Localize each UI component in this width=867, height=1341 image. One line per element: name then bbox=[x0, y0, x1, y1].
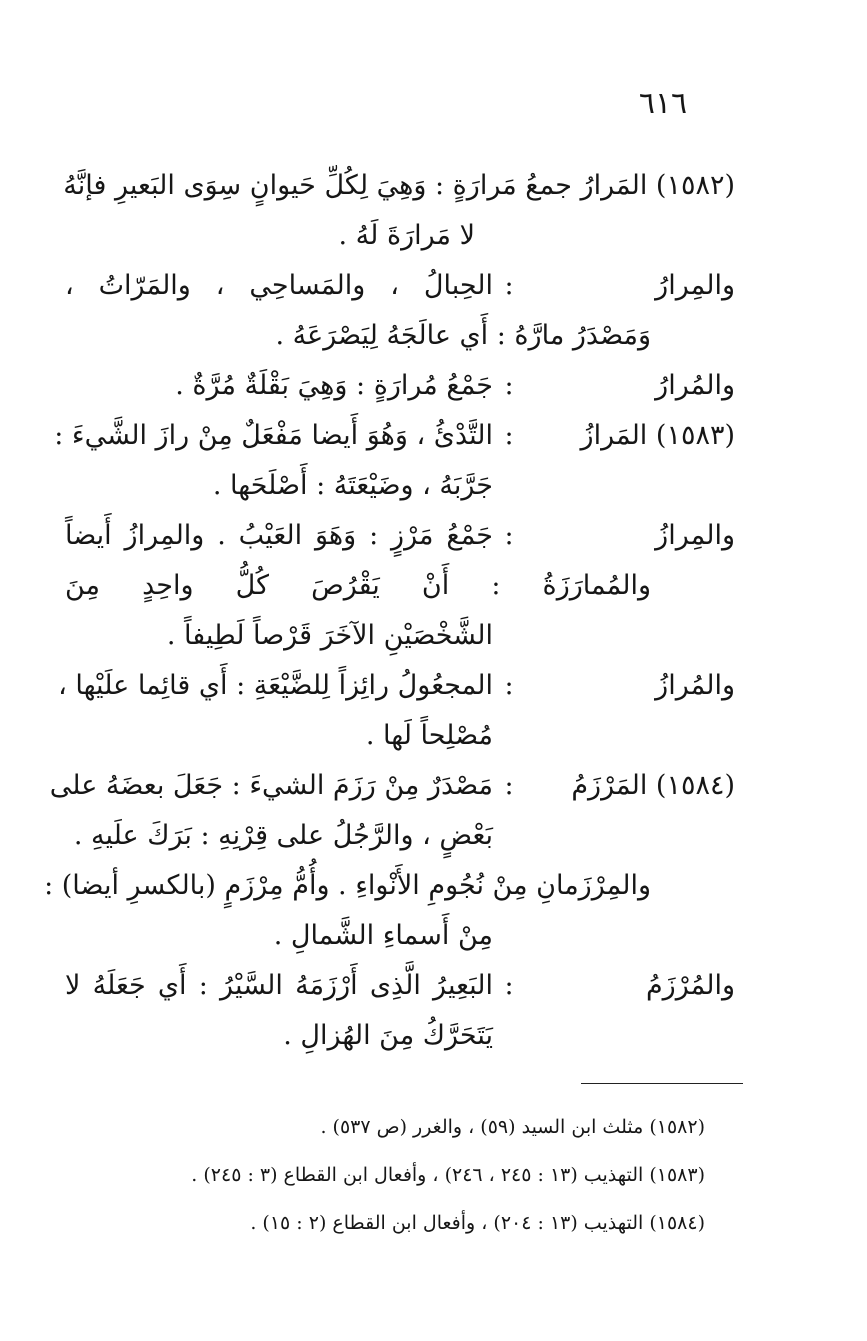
entry-murzam-line-2: يَتَحَرَّكُ مِنَ الهُزالِ . bbox=[283, 1020, 493, 1051]
entry-1582-line-2: لا مَرارَةَ لَهُ . bbox=[338, 220, 475, 251]
colon-separator: : bbox=[504, 670, 514, 701]
entry-1582-line-1: (١٥٨٢) المَرارُ جمعُ مَرارَةٍ : وَهِيَ لِكُلِّ حَيوانٍ سِوَى البَعيرِ فإنَّهُ bbox=[63, 170, 735, 201]
entry-head-murzam: والمُرْزَمُ bbox=[645, 970, 735, 1001]
entry-miraz-line-1: جَمْعُ مَرْزٍ : وَهَوَ العَيْبُ . والمِرازُ أَيضاً bbox=[65, 520, 493, 551]
entry-miraz-line-2: والمُمارَزَةُ : أَنْ يَقْرُصَ كُلُّ واحِدٍ مِنَ bbox=[65, 570, 651, 601]
footnote-1583: (١٥٨٣) التهذيب (١٣ : ٢٤٥ ، ٢٤٦) ، وأفعال ابن القطاع (٣ : ٢٤٥) . bbox=[191, 1164, 705, 1186]
entry-head-1584: (١٥٨٤) المَرْزَمُ bbox=[571, 770, 735, 801]
colon-separator: : bbox=[504, 270, 514, 301]
entry-mirzaman-line-1: والمِرْزَمانِ مِنْ نُجُومِ الأَنْواءِ . وأُمُّ مِرْزَمٍ (بالكسرِ أيضا) : bbox=[44, 870, 651, 901]
entry-head-miraz: والمِرازُ bbox=[655, 520, 735, 551]
footnote-1582: (١٥٨٢) مثلث ابن السيد (٥٩) ، والغرر (ص ٥٣٧) . bbox=[320, 1116, 705, 1138]
entry-mirzaman-line-2: مِنْ أَسماءِ الشَّمالِ . bbox=[273, 920, 493, 951]
entry-1583-line-2: جَرَّبَهُ ، وضَيْعَتَهُ : أَصْلَحَها . bbox=[212, 470, 493, 501]
entry-murzam-line-1: البَعِيرُ الَّذِى أَرْزَمَهُ السَّيْرُ : أَي جَعَلَهُ لا bbox=[65, 970, 493, 1001]
entry-head-murar: والمُرارُ bbox=[655, 370, 735, 401]
entry-muraz-line-2: مُصْلِحاً لَها . bbox=[365, 720, 493, 751]
colon-separator: : bbox=[504, 420, 514, 451]
entry-mirar-line-2: وَمَصْدَرُ مارَّهُ : أَي عالَجَهُ لِيَصْرَعَهُ . bbox=[275, 320, 651, 351]
entry-1583-line-1: التَّدْئُ ، وَهُوَ أَيضا مَفْعَلٌ مِنْ رازَ الشَّيءَ : bbox=[54, 420, 493, 451]
entry-miraz-line-3: الشَّخْصَيْنِ الآخَرَ قَرْصاً لَطِيفاً . bbox=[166, 620, 493, 651]
entry-1584-line-2: بَعْضٍ ، والرَّجُلُ على قِرْنِهِ : بَرَكَ علَيهِ . bbox=[73, 820, 493, 851]
entry-head-mirar: والمِرارُ bbox=[655, 270, 735, 301]
entry-murar-line-1: جَمْعُ مُرارَةٍ : وَهِيَ بَقْلَةٌ مُرَّةٌ . bbox=[175, 370, 493, 401]
entry-1584-line-1: مَصْدَرٌ مِنْ رَزَمَ الشيءَ : جَعَلَ بعضَهُ على bbox=[49, 770, 493, 801]
entry-mirar-line-1: الحِبالُ ، والمَساحِي ، والمَرّاتُ ، bbox=[65, 270, 493, 301]
entry-head-1583: (١٥٨٣) المَرازُ bbox=[580, 420, 735, 451]
colon-separator: : bbox=[504, 370, 514, 401]
colon-separator: : bbox=[504, 520, 514, 551]
page-number: ٦١٦ bbox=[638, 86, 688, 121]
footnote-1584: (١٥٨٤) التهذيب (١٣ : ٢٠٤) ، وأفعال ابن القطاع (٢ : ١٥) . bbox=[250, 1212, 705, 1234]
colon-separator: : bbox=[504, 970, 514, 1001]
entry-muraz-line-1: المجعُولُ رائِزاً لِلضَّيْعَةِ : أَي قائِما علَيْها ، bbox=[58, 670, 493, 701]
footnote-rule bbox=[581, 1083, 743, 1084]
entry-head-muraz: والمُرازُ bbox=[655, 670, 735, 701]
colon-separator: : bbox=[504, 770, 514, 801]
